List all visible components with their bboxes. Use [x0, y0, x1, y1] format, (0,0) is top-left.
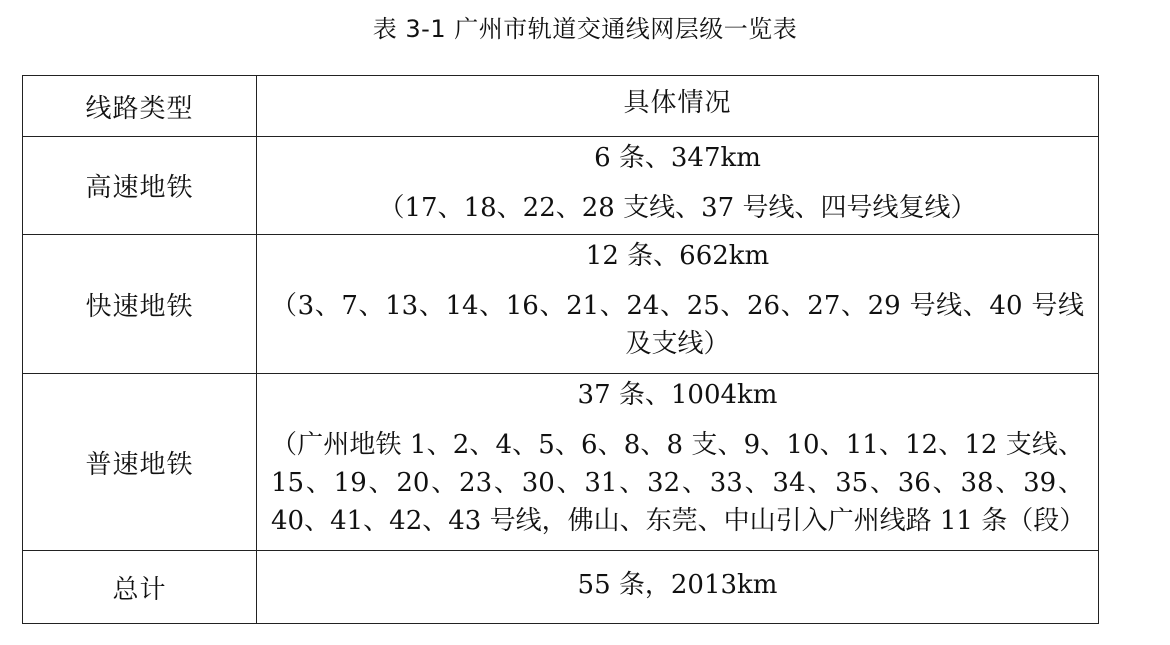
table-row-high-speed	[23, 137, 1099, 235]
row-type-fast: 快速地铁	[23, 235, 257, 374]
table-row-total	[23, 551, 1099, 624]
header-detail: 具体情况	[257, 76, 1099, 137]
note-fast: （3、7、13、14、16、21、24、25、26、27、29 号线、40 号线及支线）	[271, 291, 1084, 359]
row-type-high-speed: 高速地铁	[23, 137, 257, 235]
row-detail-total	[257, 551, 1099, 624]
row-type-total: 总计	[23, 551, 257, 624]
row-detail-fast	[257, 235, 1099, 374]
summary-fast: 12 条、662km	[585, 241, 770, 271]
row-detail-normal	[257, 374, 1099, 551]
table-title: 表 3-1 广州市轨道交通线网层级一览表	[372, 15, 798, 43]
note-high-speed: （17、18、22、28 支线、37 号线、四号线复线）	[378, 193, 977, 223]
note-normal: （广州地铁 1、2、4、5、6、8、8 支、9、10、11、12、12 支线、15、19、20、23、30、31、32、33、34、35、36、38、39、40、41、42、43 号线，佛山、东莞、中山引入广州线路 11 条（段）	[271, 430, 1086, 536]
summary-high-speed: 6 条、347km	[594, 143, 761, 173]
summary-normal: 37 条、1004km	[577, 380, 778, 410]
row-detail-high-speed	[257, 137, 1099, 235]
header-line-type: 线路类型	[23, 76, 257, 137]
table-header-row	[23, 76, 1099, 137]
row-type-normal: 普速地铁	[23, 374, 257, 551]
table-row-normal	[23, 374, 1099, 551]
table-row-fast	[23, 235, 1099, 374]
line-network-table	[22, 75, 1099, 624]
summary-total: 55 条，2013km	[577, 570, 778, 600]
